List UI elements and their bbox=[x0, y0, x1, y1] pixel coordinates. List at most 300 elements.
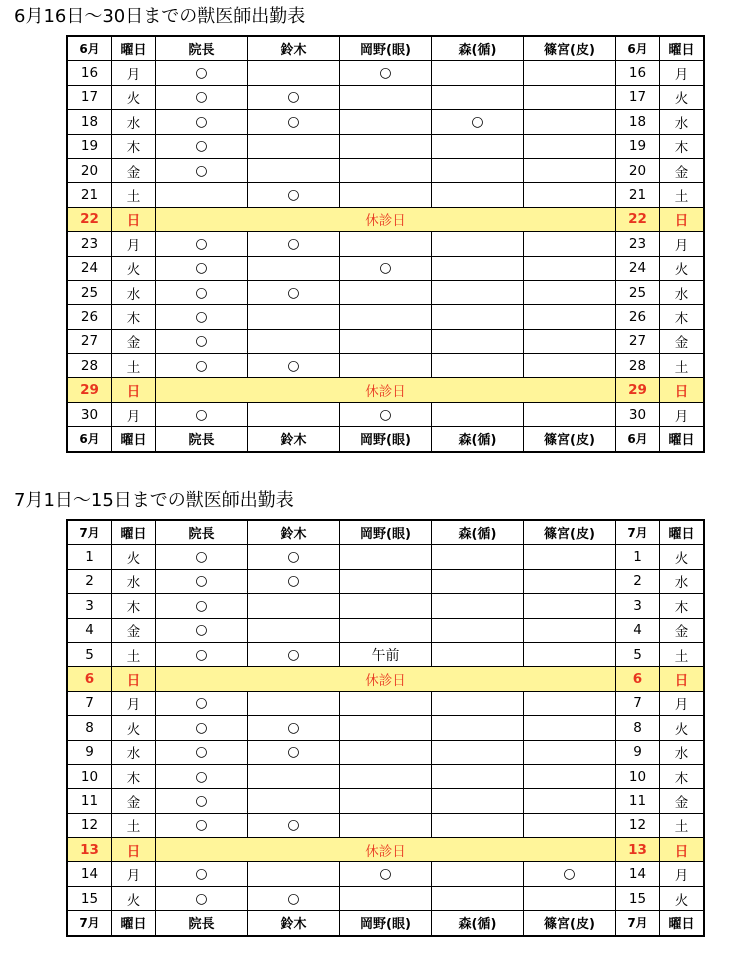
table-row bbox=[68, 158, 704, 182]
month-header: 6月 bbox=[68, 427, 112, 451]
day-cell: 14 bbox=[68, 862, 112, 886]
shinomiya-cell bbox=[524, 716, 616, 740]
day-cell-right: 22 bbox=[616, 207, 660, 231]
day-cell-right: 26 bbox=[616, 305, 660, 329]
okano-cell bbox=[340, 716, 432, 740]
mori-cell bbox=[432, 594, 524, 618]
header-row bbox=[68, 521, 704, 545]
day-cell: 27 bbox=[68, 329, 112, 353]
day-cell: 19 bbox=[68, 134, 112, 158]
weekday-cell-right: 火 bbox=[660, 85, 704, 109]
mori-cell bbox=[432, 329, 524, 353]
okano-cell bbox=[340, 110, 432, 134]
weekday-cell-right: 日 bbox=[660, 667, 704, 691]
weekday-cell: 月 bbox=[112, 61, 156, 85]
mori-cell: ○ bbox=[432, 110, 524, 134]
day-cell: 2 bbox=[68, 569, 112, 593]
weekday-cell: 日 bbox=[112, 838, 156, 862]
day-cell: 28 bbox=[68, 354, 112, 378]
okano-cell bbox=[340, 740, 432, 764]
weekday-header: 曜日 bbox=[112, 37, 156, 61]
suzuki-cell bbox=[248, 305, 340, 329]
weekday-header: 曜日 bbox=[112, 911, 156, 935]
weekday-cell-right: 水 bbox=[660, 740, 704, 764]
day-cell-right: 5 bbox=[616, 642, 660, 666]
suzuki-cell bbox=[248, 618, 340, 642]
director-cell: ○ bbox=[156, 329, 248, 353]
day-cell: 24 bbox=[68, 256, 112, 280]
director-cell: ○ bbox=[156, 280, 248, 304]
table-row bbox=[68, 594, 704, 618]
staff-header-shinomiya: 篠宮(皮) bbox=[524, 427, 616, 451]
mori-cell bbox=[432, 183, 524, 207]
day-cell-right: 6 bbox=[616, 667, 660, 691]
day-cell-right: 16 bbox=[616, 61, 660, 85]
weekday-header: 曜日 bbox=[660, 37, 704, 61]
day-cell-right: 25 bbox=[616, 280, 660, 304]
staff-header-okano: 岡野(眼) bbox=[340, 911, 432, 935]
shinomiya-cell bbox=[524, 305, 616, 329]
day-cell-right: 2 bbox=[616, 569, 660, 593]
day-cell-right: 10 bbox=[616, 764, 660, 788]
weekday-cell: 木 bbox=[112, 594, 156, 618]
closed-day-label: 休診日 bbox=[156, 667, 616, 691]
weekday-cell: 日 bbox=[112, 378, 156, 402]
day-cell-right: 24 bbox=[616, 256, 660, 280]
staff-header-okano: 岡野(眼) bbox=[340, 521, 432, 545]
day-cell: 15 bbox=[68, 886, 112, 910]
mori-cell bbox=[432, 134, 524, 158]
table-row bbox=[68, 329, 704, 353]
okano-cell: ○ bbox=[340, 256, 432, 280]
weekday-cell: 木 bbox=[112, 305, 156, 329]
suzuki-cell bbox=[248, 134, 340, 158]
holiday-row bbox=[68, 838, 704, 862]
okano-cell bbox=[340, 691, 432, 715]
table-row bbox=[68, 134, 704, 158]
staff-header-shinomiya: 篠宮(皮) bbox=[524, 37, 616, 61]
day-cell: 5 bbox=[68, 642, 112, 666]
month-header: 6月 bbox=[616, 37, 660, 61]
day-cell: 29 bbox=[68, 378, 112, 402]
shinomiya-cell bbox=[524, 110, 616, 134]
weekday-header: 曜日 bbox=[660, 911, 704, 935]
shinomiya-cell: ○ bbox=[524, 862, 616, 886]
header-row bbox=[68, 37, 704, 61]
okano-cell bbox=[340, 305, 432, 329]
shinomiya-cell bbox=[524, 256, 616, 280]
table-row bbox=[68, 642, 704, 666]
suzuki-cell: ○ bbox=[248, 545, 340, 569]
weekday-cell: 火 bbox=[112, 256, 156, 280]
mori-cell bbox=[432, 691, 524, 715]
shinomiya-cell bbox=[524, 764, 616, 788]
weekday-cell-right: 月 bbox=[660, 691, 704, 715]
day-cell-right: 7 bbox=[616, 691, 660, 715]
table-row bbox=[68, 61, 704, 85]
shinomiya-cell bbox=[524, 61, 616, 85]
staff-header-director: 院長 bbox=[156, 427, 248, 451]
director-cell: ○ bbox=[156, 354, 248, 378]
month-header: 7月 bbox=[68, 521, 112, 545]
shinomiya-cell bbox=[524, 545, 616, 569]
okano-cell bbox=[340, 280, 432, 304]
table-row bbox=[68, 764, 704, 788]
weekday-cell-right: 水 bbox=[660, 110, 704, 134]
director-cell: ○ bbox=[156, 110, 248, 134]
mori-cell bbox=[432, 813, 524, 837]
okano-cell bbox=[340, 569, 432, 593]
day-cell: 10 bbox=[68, 764, 112, 788]
mori-cell bbox=[432, 862, 524, 886]
mori-cell bbox=[432, 402, 524, 426]
shinomiya-cell bbox=[524, 594, 616, 618]
month-header: 6月 bbox=[68, 37, 112, 61]
okano-cell bbox=[340, 134, 432, 158]
mori-cell bbox=[432, 85, 524, 109]
staff-header-suzuki: 鈴木 bbox=[248, 427, 340, 451]
day-cell-right: 18 bbox=[616, 110, 660, 134]
day-cell-right: 20 bbox=[616, 158, 660, 182]
okano-cell: ○ bbox=[340, 862, 432, 886]
weekday-cell: 土 bbox=[112, 354, 156, 378]
table-row bbox=[68, 232, 704, 256]
day-cell: 11 bbox=[68, 789, 112, 813]
staff-header-director: 院長 bbox=[156, 521, 248, 545]
okano-cell bbox=[340, 594, 432, 618]
mori-cell bbox=[432, 642, 524, 666]
okano-cell: ○ bbox=[340, 402, 432, 426]
weekday-cell: 金 bbox=[112, 158, 156, 182]
weekday-header: 曜日 bbox=[660, 521, 704, 545]
staff-header-mori: 森(循) bbox=[432, 911, 524, 935]
weekday-cell: 土 bbox=[112, 813, 156, 837]
shinomiya-cell bbox=[524, 85, 616, 109]
weekday-cell-right: 日 bbox=[660, 378, 704, 402]
table-row bbox=[68, 256, 704, 280]
weekday-header: 曜日 bbox=[660, 427, 704, 451]
director-cell: ○ bbox=[156, 740, 248, 764]
day-cell-right: 17 bbox=[616, 85, 660, 109]
weekday-cell-right: 金 bbox=[660, 329, 704, 353]
shinomiya-cell bbox=[524, 740, 616, 764]
weekday-cell: 金 bbox=[112, 329, 156, 353]
day-cell: 13 bbox=[68, 838, 112, 862]
suzuki-cell: ○ bbox=[248, 813, 340, 837]
staff-header-shinomiya: 篠宮(皮) bbox=[524, 521, 616, 545]
day-cell: 17 bbox=[68, 85, 112, 109]
shinomiya-cell bbox=[524, 789, 616, 813]
holiday-row bbox=[68, 378, 704, 402]
day-cell-right: 14 bbox=[616, 862, 660, 886]
weekday-cell-right: 水 bbox=[660, 280, 704, 304]
mori-cell bbox=[432, 618, 524, 642]
okano-cell: ○ bbox=[340, 61, 432, 85]
suzuki-cell: ○ bbox=[248, 740, 340, 764]
day-cell: 8 bbox=[68, 716, 112, 740]
staff-header-suzuki: 鈴木 bbox=[248, 37, 340, 61]
staff-header-suzuki: 鈴木 bbox=[248, 911, 340, 935]
day-cell-right: 29 bbox=[616, 378, 660, 402]
day-cell-right: 3 bbox=[616, 594, 660, 618]
staff-header-suzuki: 鈴木 bbox=[248, 521, 340, 545]
suzuki-cell bbox=[248, 789, 340, 813]
month-header: 7月 bbox=[616, 521, 660, 545]
day-cell: 4 bbox=[68, 618, 112, 642]
weekday-cell-right: 日 bbox=[660, 207, 704, 231]
table-row bbox=[68, 110, 704, 134]
weekday-cell: 土 bbox=[112, 642, 156, 666]
staff-header-director: 院長 bbox=[156, 37, 248, 61]
suzuki-cell bbox=[248, 402, 340, 426]
day-cell: 23 bbox=[68, 232, 112, 256]
staff-header-director: 院長 bbox=[156, 911, 248, 935]
okano-cell bbox=[340, 158, 432, 182]
suzuki-cell: ○ bbox=[248, 642, 340, 666]
shinomiya-cell bbox=[524, 691, 616, 715]
okano-cell bbox=[340, 886, 432, 910]
weekday-cell: 月 bbox=[112, 691, 156, 715]
weekday-cell-right: 木 bbox=[660, 764, 704, 788]
weekday-cell: 金 bbox=[112, 618, 156, 642]
shinomiya-cell bbox=[524, 158, 616, 182]
day-cell: 3 bbox=[68, 594, 112, 618]
director-cell: ○ bbox=[156, 545, 248, 569]
director-cell: ○ bbox=[156, 305, 248, 329]
mori-cell bbox=[432, 280, 524, 304]
month-header: 7月 bbox=[68, 911, 112, 935]
closed-day-label: 休診日 bbox=[156, 838, 616, 862]
suzuki-cell bbox=[248, 61, 340, 85]
staff-header-shinomiya: 篠宮(皮) bbox=[524, 911, 616, 935]
table-row bbox=[68, 740, 704, 764]
schedule-table-july bbox=[67, 520, 704, 936]
weekday-cell-right: 月 bbox=[660, 402, 704, 426]
day-cell-right: 13 bbox=[616, 838, 660, 862]
mori-cell bbox=[432, 716, 524, 740]
okano-cell bbox=[340, 232, 432, 256]
day-cell-right: 12 bbox=[616, 813, 660, 837]
table-row bbox=[68, 85, 704, 109]
director-cell: ○ bbox=[156, 232, 248, 256]
closed-day-label: 休診日 bbox=[156, 207, 616, 231]
table-row bbox=[68, 789, 704, 813]
weekday-cell: 水 bbox=[112, 569, 156, 593]
shinomiya-cell bbox=[524, 618, 616, 642]
director-cell: ○ bbox=[156, 716, 248, 740]
mori-cell bbox=[432, 232, 524, 256]
staff-header-okano: 岡野(眼) bbox=[340, 427, 432, 451]
shinomiya-cell bbox=[524, 886, 616, 910]
director-cell: ○ bbox=[156, 764, 248, 788]
day-cell-right: 21 bbox=[616, 183, 660, 207]
mori-cell bbox=[432, 789, 524, 813]
staff-header-mori: 森(循) bbox=[432, 37, 524, 61]
weekday-cell-right: 火 bbox=[660, 886, 704, 910]
mori-cell bbox=[432, 886, 524, 910]
weekday-cell: 木 bbox=[112, 134, 156, 158]
weekday-cell: 土 bbox=[112, 183, 156, 207]
shinomiya-cell bbox=[524, 280, 616, 304]
day-cell: 26 bbox=[68, 305, 112, 329]
weekday-cell-right: 金 bbox=[660, 789, 704, 813]
weekday-cell: 木 bbox=[112, 764, 156, 788]
weekday-cell: 月 bbox=[112, 402, 156, 426]
day-cell-right: 23 bbox=[616, 232, 660, 256]
shinomiya-cell bbox=[524, 402, 616, 426]
table-row bbox=[68, 402, 704, 426]
header-row bbox=[68, 911, 704, 935]
table-row bbox=[68, 569, 704, 593]
mori-cell bbox=[432, 569, 524, 593]
director-cell: ○ bbox=[156, 886, 248, 910]
weekday-cell-right: 日 bbox=[660, 838, 704, 862]
weekday-cell: 月 bbox=[112, 862, 156, 886]
mori-cell bbox=[432, 305, 524, 329]
weekday-header: 曜日 bbox=[112, 427, 156, 451]
day-cell: 30 bbox=[68, 402, 112, 426]
day-cell: 16 bbox=[68, 61, 112, 85]
suzuki-cell: ○ bbox=[248, 110, 340, 134]
okano-cell bbox=[340, 789, 432, 813]
table-row bbox=[68, 716, 704, 740]
day-cell-right: 28 bbox=[616, 354, 660, 378]
weekday-cell-right: 木 bbox=[660, 305, 704, 329]
day-cell: 25 bbox=[68, 280, 112, 304]
weekday-cell: 火 bbox=[112, 545, 156, 569]
weekday-cell: 水 bbox=[112, 740, 156, 764]
day-cell-right: 9 bbox=[616, 740, 660, 764]
okano-cell bbox=[340, 354, 432, 378]
director-cell: ○ bbox=[156, 618, 248, 642]
weekday-cell: 水 bbox=[112, 110, 156, 134]
director-cell: ○ bbox=[156, 256, 248, 280]
weekday-header: 曜日 bbox=[112, 521, 156, 545]
day-cell-right: 1 bbox=[616, 545, 660, 569]
director-cell: ○ bbox=[156, 789, 248, 813]
day-cell-right: 15 bbox=[616, 886, 660, 910]
suzuki-cell: ○ bbox=[248, 569, 340, 593]
day-cell: 1 bbox=[68, 545, 112, 569]
okano-cell bbox=[340, 813, 432, 837]
schedule-table-june bbox=[67, 36, 704, 452]
okano-cell bbox=[340, 183, 432, 207]
table-row bbox=[68, 862, 704, 886]
table-row bbox=[68, 305, 704, 329]
okano-cell: 午前 bbox=[340, 642, 432, 666]
suzuki-cell: ○ bbox=[248, 886, 340, 910]
suzuki-cell bbox=[248, 158, 340, 182]
staff-header-okano: 岡野(眼) bbox=[340, 37, 432, 61]
weekday-cell-right: 火 bbox=[660, 545, 704, 569]
director-cell: ○ bbox=[156, 642, 248, 666]
director-cell bbox=[156, 183, 248, 207]
weekday-cell-right: 月 bbox=[660, 61, 704, 85]
weekday-cell: 水 bbox=[112, 280, 156, 304]
weekday-cell: 月 bbox=[112, 232, 156, 256]
weekday-cell-right: 木 bbox=[660, 134, 704, 158]
director-cell: ○ bbox=[156, 158, 248, 182]
mori-cell bbox=[432, 740, 524, 764]
weekday-cell: 日 bbox=[112, 667, 156, 691]
shinomiya-cell bbox=[524, 232, 616, 256]
director-cell: ○ bbox=[156, 85, 248, 109]
director-cell: ○ bbox=[156, 862, 248, 886]
mori-cell bbox=[432, 158, 524, 182]
director-cell: ○ bbox=[156, 569, 248, 593]
table-row bbox=[68, 183, 704, 207]
mori-cell bbox=[432, 545, 524, 569]
shinomiya-cell bbox=[524, 183, 616, 207]
director-cell: ○ bbox=[156, 813, 248, 837]
holiday-row bbox=[68, 667, 704, 691]
mori-cell bbox=[432, 354, 524, 378]
day-cell-right: 30 bbox=[616, 402, 660, 426]
weekday-cell-right: 金 bbox=[660, 618, 704, 642]
director-cell: ○ bbox=[156, 691, 248, 715]
mori-cell bbox=[432, 764, 524, 788]
suzuki-cell: ○ bbox=[248, 280, 340, 304]
day-cell: 20 bbox=[68, 158, 112, 182]
okano-cell bbox=[340, 764, 432, 788]
shinomiya-cell bbox=[524, 569, 616, 593]
director-cell: ○ bbox=[156, 402, 248, 426]
mori-cell bbox=[432, 256, 524, 280]
mori-cell bbox=[432, 61, 524, 85]
table-row bbox=[68, 886, 704, 910]
day-cell: 6 bbox=[68, 667, 112, 691]
suzuki-cell bbox=[248, 691, 340, 715]
day-cell-right: 27 bbox=[616, 329, 660, 353]
suzuki-cell: ○ bbox=[248, 85, 340, 109]
month-header: 7月 bbox=[616, 911, 660, 935]
day-cell-right: 19 bbox=[616, 134, 660, 158]
suzuki-cell bbox=[248, 594, 340, 618]
day-cell: 12 bbox=[68, 813, 112, 837]
table-row bbox=[68, 280, 704, 304]
director-cell: ○ bbox=[156, 61, 248, 85]
month-header: 6月 bbox=[616, 427, 660, 451]
suzuki-cell: ○ bbox=[248, 716, 340, 740]
day-cell-right: 8 bbox=[616, 716, 660, 740]
suzuki-cell bbox=[248, 862, 340, 886]
suzuki-cell bbox=[248, 329, 340, 353]
shinomiya-cell bbox=[524, 813, 616, 837]
suzuki-cell bbox=[248, 256, 340, 280]
shinomiya-cell bbox=[524, 642, 616, 666]
day-cell: 9 bbox=[68, 740, 112, 764]
weekday-cell-right: 木 bbox=[660, 594, 704, 618]
weekday-cell: 日 bbox=[112, 207, 156, 231]
weekday-cell: 火 bbox=[112, 85, 156, 109]
shinomiya-cell bbox=[524, 134, 616, 158]
director-cell: ○ bbox=[156, 134, 248, 158]
header-row bbox=[68, 427, 704, 451]
table-row bbox=[68, 691, 704, 715]
weekday-cell-right: 月 bbox=[660, 232, 704, 256]
staff-header-mori: 森(循) bbox=[432, 521, 524, 545]
weekday-cell-right: 水 bbox=[660, 569, 704, 593]
day-cell: 21 bbox=[68, 183, 112, 207]
okano-cell bbox=[340, 618, 432, 642]
day-cell-right: 4 bbox=[616, 618, 660, 642]
staff-header-mori: 森(循) bbox=[432, 427, 524, 451]
suzuki-cell: ○ bbox=[248, 354, 340, 378]
closed-day-label: 休診日 bbox=[156, 378, 616, 402]
holiday-row bbox=[68, 207, 704, 231]
okano-cell bbox=[340, 329, 432, 353]
weekday-cell-right: 土 bbox=[660, 813, 704, 837]
